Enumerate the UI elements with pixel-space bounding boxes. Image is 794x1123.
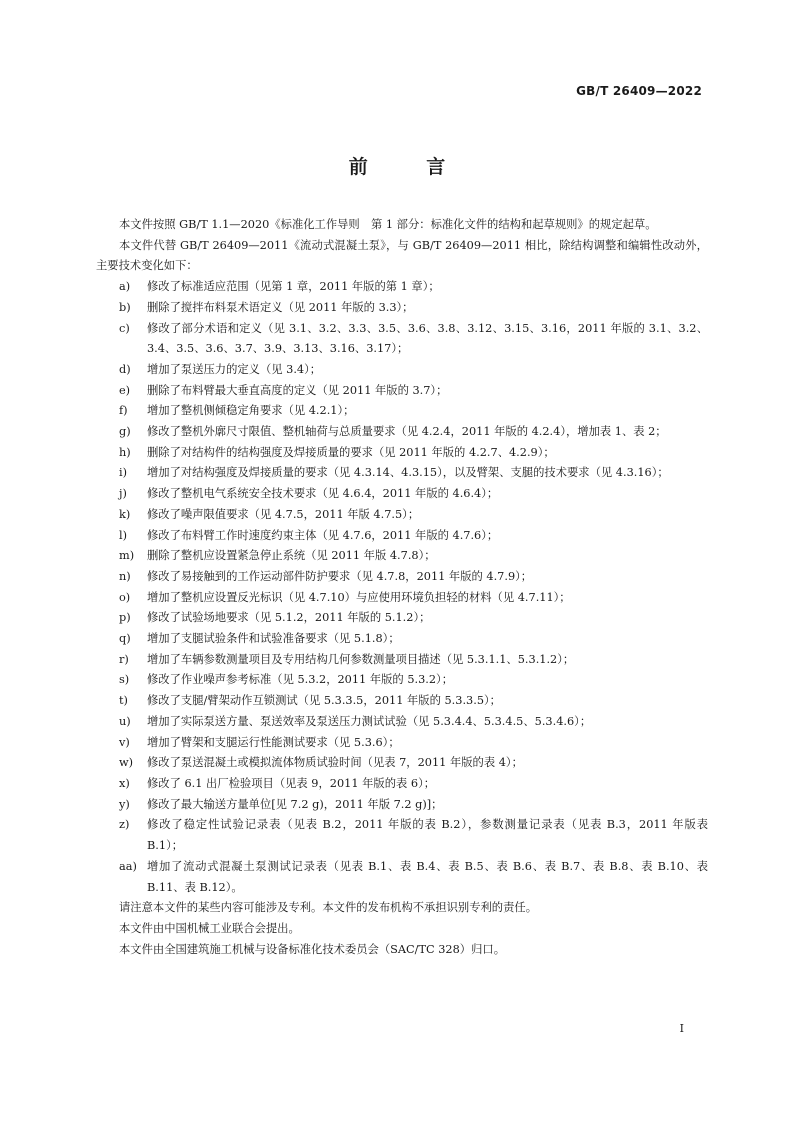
list-item (96, 774, 708, 795)
list-item (96, 505, 708, 526)
item-text: 增加了整机侧倾稳定角要求（见 4.2.1）； (147, 404, 355, 418)
list-item (96, 277, 708, 298)
list-item (96, 567, 708, 588)
list-item (96, 526, 708, 547)
item-text: 增加了对结构强度及焊接质量的要求（见 4.3.14、4.3.15），以及臂架、支腿的技术要求（见 4.3.16）； (147, 466, 669, 480)
item-text: 修改了标准适应范围（见第 1 章，2011 年版的第 1 章）； (147, 280, 440, 294)
list-item (96, 360, 708, 381)
item-text: 修改了整机电气系统安全技术要求（见 4.6.4，2011 年版的 4.6.4）； (147, 487, 499, 501)
item-label: j) (119, 487, 127, 501)
item-label: n) (119, 569, 131, 583)
list-item (96, 443, 708, 464)
item-text: 增加了臂架和支腿运行性能测试要求（见 5.3.6）； (147, 735, 400, 749)
list-item (96, 401, 708, 422)
intro-paragraph: 本文件按照 GB/T 1.1—2020《标准化工作导则 第 1 部分：标准化文件的结构和起草规则》的规定起草。 (119, 218, 657, 231)
item-text: 删除了整机应设置紧急停止系统（见 2011 年版 4.7.8）； (147, 549, 436, 563)
page-number: I (679, 1022, 684, 1035)
item-text: 修改了作业噪声参考标准（见 5.3.2，2011 年版的 5.3.2）； (147, 673, 454, 687)
list-item (96, 422, 708, 443)
item-label: c) (119, 321, 130, 335)
item-label: l) (119, 528, 128, 542)
item-label: w) (119, 756, 134, 770)
page-title: 前 言 (348, 156, 472, 178)
item-label: u) (119, 714, 131, 728)
list-item (96, 546, 708, 567)
item-text: 修改了 6.1 出厂检验项目（见表 9，2011 年版的表 6）； (147, 776, 436, 790)
item-text: 增加了支腿试验条件和试验准备要求（见 5.1.8）； (147, 632, 400, 646)
item-label: r) (119, 652, 129, 666)
change-list (96, 277, 708, 898)
item-label: aa) (119, 859, 137, 873)
item-text: 增加了车辆参数测量项目及专用结构几何参数测量项目描述（见 5.3.1.1、5.3.1.2）； (147, 652, 575, 666)
item-text: 增加了流动式混凝土泵测试记录表（见表 B.1、表 B.4、表 B.5、表 B.6、表 B.7、表 B.8、表 B.10、表 B.11、表 B.12）。 (147, 859, 708, 894)
intro-paragraph: 本文件代替 GB/T 26409—2011《流动式混凝土泵》，与 GB/T 26409—2011 相比，除结构调整和编辑性改动外，主要技术变化如下： (96, 238, 708, 273)
item-text: 修改了易接触到的工作运动部件防护要求（见 4.7.8，2011 年版的 4.7.9）； (147, 569, 533, 583)
closing-paragraph: 请注意本文件的某些内容可能涉及专利。本文件的发布机构不承担识别专利的责任。 (119, 901, 537, 915)
item-label: a) (119, 280, 131, 294)
item-text: 增加了整机应设置反光标识（见 4.7.10）与应使用环境负担轻的材料（见 4.7.11）； (147, 590, 571, 604)
item-label: b) (119, 300, 131, 314)
item-text: 修改了支腿/臂架动作互锁测试（见 5.3.3.5，2011 年版的 5.3.3.5）； (147, 694, 501, 708)
list-item (96, 629, 708, 650)
list-item (96, 298, 708, 319)
item-text: 删除了对结构件的结构强度及焊接质量的要求（见 2011 年版的 4.2.7、4.2.9）； (147, 445, 555, 459)
list-item (96, 733, 708, 754)
list-item (96, 588, 708, 609)
list-item (96, 691, 708, 712)
item-text: 删除了搅拌布料泵术语定义（见 2011 年版的 3.3）； (147, 300, 414, 314)
list-item (96, 484, 708, 505)
item-label: e) (119, 383, 131, 397)
item-text: 修改了稳定性试验记录表（见表 B.2，2011 年版的表 B.2），参数测量记录表（见表 B.3，2011 年版表 B.1）； (147, 818, 708, 853)
item-text: 修改了泵送混凝土或模拟流体物质试验时间（见表 7，2011 年版的表 4）； (147, 756, 523, 770)
list-item (96, 650, 708, 671)
item-label: p) (119, 611, 131, 625)
item-label: h) (119, 445, 131, 459)
list-item (96, 815, 708, 856)
item-label: x) (119, 776, 130, 790)
list-item (96, 463, 708, 484)
item-label: s) (119, 673, 130, 687)
item-label: q) (119, 632, 131, 646)
standard-number: GB/T 26409—2022 (576, 84, 702, 98)
item-text: 修改了试验场地要求（见 5.1.2，2011 年版的 5.1.2）； (147, 611, 431, 625)
item-label: f) (119, 404, 128, 418)
item-text: 增加了泵送压力的定义（见 3.4）； (147, 362, 322, 376)
list-item (96, 381, 708, 402)
item-label: m) (119, 549, 135, 563)
list-item (96, 670, 708, 691)
list-item (96, 608, 708, 629)
item-label: i) (119, 466, 128, 480)
item-label: y) (119, 797, 130, 811)
list-item (96, 795, 708, 816)
list-item (96, 712, 708, 733)
item-text: 修改了整机外廓尺寸限值、整机轴荷与总质量要求（见 4.2.4，2011 年版的 4.2.4），增加表 1、表 2； (147, 425, 667, 439)
item-text: 增加了实际泵送方量、泵送效率及泵送压力测试试验（见 5.3.4.4、5.3.4.5、5.3.4.6）； (147, 714, 592, 728)
list-item (96, 319, 708, 360)
item-label: d) (119, 362, 131, 376)
list-item (96, 753, 708, 774)
item-text: 修改了噪声限值要求（见 4.7.5，2011 年版 4.7.5）； (147, 507, 420, 521)
item-label: t) (119, 694, 128, 708)
foreword-body (96, 215, 708, 960)
item-label: z) (119, 818, 130, 832)
item-text: 删除了布料臂最大垂直高度的定义（见 2011 年版的 3.7）； (147, 383, 448, 397)
item-text: 修改了布料臂工作时速度约束主体（见 4.7.6，2011 年版的 4.7.6）； (147, 528, 499, 542)
item-label: g) (119, 425, 131, 439)
item-text: 修改了部分术语和定义（见 3.1、3.2、3.3、3.5、3.6、3.8、3.12、3.15、3.16，2011 年版的 3.1、3.2、3.4、3.5、3.6、3.7、3.9、3.13、3.16、3.17）； (147, 321, 708, 356)
item-text: 修改了最大输送方量单位[见 7.2 g)，2011 年版 7.2 g)]； (147, 797, 443, 811)
item-label: o) (119, 590, 131, 604)
list-item (96, 857, 708, 898)
closing-paragraph: 本文件由中国机械工业联合会提出。 (119, 921, 300, 935)
item-label: v) (119, 735, 130, 749)
item-label: k) (119, 507, 131, 521)
closing-paragraph: 本文件由全国建筑施工机械与设备标准化技术委员会（SAC/TC 328）归口。 (119, 942, 505, 956)
